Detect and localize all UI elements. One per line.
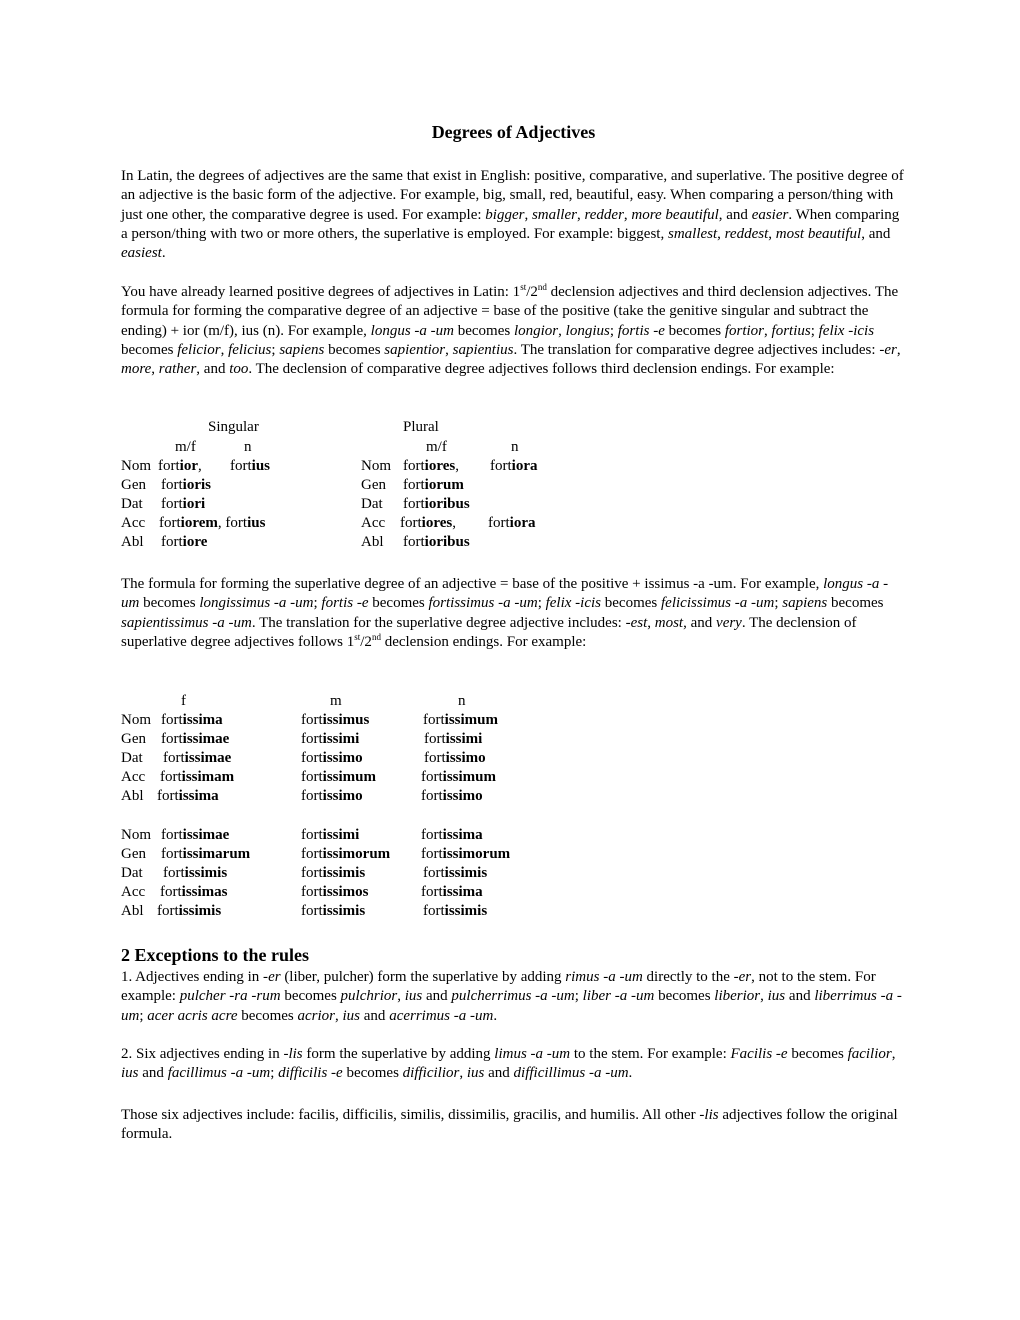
header-singular: Singular (208, 419, 259, 435)
table-row: Acc fortissimam fortissimum fortissimum (121, 769, 497, 785)
table-row: Dat fortiori Dat fortioribus (121, 496, 470, 512)
exception-2-paragraph: 2. Six adjectives ending in -lis form the superlative by adding limus -a -um to the stem. For example: Facilis -e becomes facilior, ius and facillimus -a -um; difficilis -e becomes difficilior, ius and difficillimus -a -um. (121, 1046, 896, 1082)
table-row: Acc fortiorem, fortius Acc fortiores, fortiora (121, 515, 536, 531)
header-feminine: f (181, 693, 186, 709)
table-row: Nom fortissimae fortissimi fortissima (121, 827, 483, 843)
table-row: Nom fortior, fortius Nom fortiores, fortiora (121, 458, 538, 474)
table-row: Dat fortissimis fortissimis fortissimis (121, 865, 488, 881)
superlative-paragraph: The formula for forming the superlative degree of an adjective = base of the positive + issimus -a -um. For example, longus -a -um becomes longissimus -a -um; fortis -e becomes fortissimus -a -um; felix -icis becomes felicissimus -a -um; sapiens becomes sapientissimus -a -um. The translation for the superlative degree adjective includes: -est, most, and very. The declension of superlative degree adjectives follows 1st/2nd declension endings. For example: (121, 576, 889, 650)
header-masculine: m (330, 693, 342, 709)
table-row: Gen fortissimarum fortissimorum fortissimorum (121, 846, 511, 862)
page-title: Degrees of Adjectives (431, 122, 596, 142)
table-row: Abl fortiore Abl fortioribus (121, 534, 470, 550)
header-neuter: n (458, 693, 466, 709)
exception-1-paragraph: 1. Adjectives ending in -er (liber, pulcher) form the superlative by adding rimus -a -um directly to the -er, not to the stem. For example: pulcher -ra -rum becomes pulchrior, ius and pulcherrimus -a -um; liber -a -um becomes liberior, ius and liberrimus -a -um; acer acris acre becomes acrior, ius and acerrimus -a -um. (121, 969, 902, 1024)
table-row: Gen fortioris Gen fortiorum (121, 477, 464, 493)
intro-paragraph: In Latin, the degrees of adjectives are the same that exist in English: positive, comparative, and superlative. The positive degree of an adjective is the basic form of the adjective. For example, big, small, red, beautiful, easy. When comparing a person/thing with just one other, the comparative degree is used. For example: bigger, smaller, redder, more beautiful, and easier. When comparing a person/thing with two or more others, the superlative is employed. For example: biggest, smallest, reddest, most beautiful, and easiest. (121, 168, 904, 262)
table-row: Nom fortissima fortissimus fortissimum (121, 712, 499, 728)
six-adjectives-paragraph: Those six adjectives include: facilis, difficilis, similis, dissimilis, gracilis, and humilis. All other -lis adjectives follow the original formula. (121, 1107, 898, 1143)
table-row: Dat fortissimae fortissimo fortissimo (121, 750, 486, 766)
exceptions-heading: 2 Exceptions to the rules (121, 945, 309, 965)
table-row: Abl fortissimis fortissimis fortissimis (121, 903, 488, 919)
header-plural: Plural (403, 419, 439, 435)
header-plural-n: n (511, 439, 519, 455)
header-singular-mf: m/f (175, 439, 196, 455)
table-row: Gen fortissimae fortissimi fortissimi (121, 731, 483, 747)
table-row: Acc fortissimas fortissimos fortissima (121, 884, 483, 900)
comparative-paragraph: You have already learned positive degrees of adjectives in Latin: 1st/2nd declension adjectives and third declension adjectives. The formula for forming the comparative degree of an adjective = base of the positive (take the genitive singular and subtract the ending) + ior (m/f), ius (n). For example, longus -a -um becomes longior, longius; fortis -e becomes fortior, fortius; felix -icis becomes felicior, felicius; sapiens becomes sapientior, sapientius. The translation for comparative degree adjectives includes: -er, more, rather, and too. The declension of comparative degree adjectives follows third declension endings. For example: (121, 282, 901, 378)
header-singular-n: n (244, 439, 252, 455)
header-plural-mf: m/f (426, 439, 447, 455)
table-row: Abl fortissima fortissimo fortissimo (121, 788, 483, 804)
